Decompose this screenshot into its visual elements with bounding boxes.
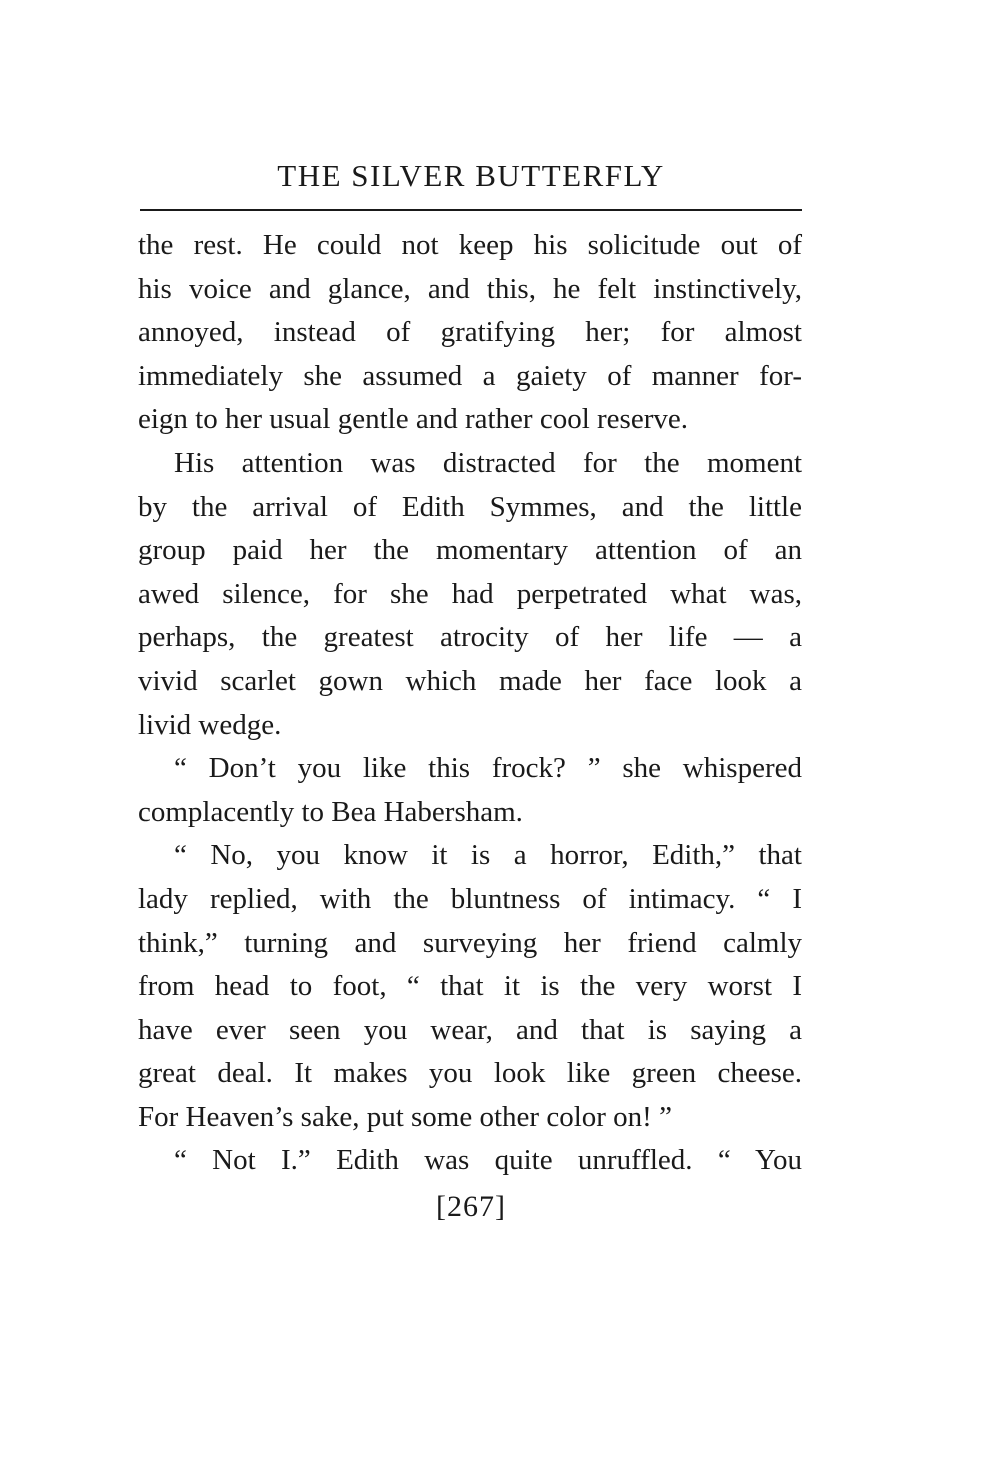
text-line: For Heaven’s sake, put some other color on! ” [138,1100,672,1133]
header-rule [140,209,802,211]
text-line: the rest. He could not keep his solicitude out of [138,229,802,261]
text-line: “ No, you know it is a horror, Edith,” that [174,839,802,872]
text-line: have ever seen you wear, and that is saying a [138,1013,802,1046]
text-line: from head to foot, “ that it is the very worst I [138,970,802,1003]
text-line: great deal. It makes you look like green cheese. [138,1057,802,1090]
body-text [138,224,802,1183]
text-line: lady replied, with the bluntness of intimacy. “ I [138,882,802,915]
text-line: His attention was distracted for the moment [174,446,802,479]
text-line: group paid her the momentary attention of an [138,534,802,567]
text-line: think,” turning and surveying her friend calmly [138,926,802,959]
running-head: THE SILVER BUTTERFLY [277,158,665,193]
page-number: [267] [436,1190,506,1223]
text-line: vivid scarlet gown which made her face look a [138,664,802,697]
text-line: perhaps, the greatest atrocity of her life — a [138,621,802,654]
text-line: his voice and glance, and this, he felt instinctively, [138,272,802,305]
text-line: annoyed, instead of gratifying her; for almost [138,316,802,349]
text-line: “ Not I.” Edith was quite unruffled. “ You [174,1144,802,1177]
text-line: immediately she assumed a gaiety of manner for- [138,359,802,392]
text-line: by the arrival of Edith Symmes, and the little [138,490,802,523]
text-line: “ Don’t you like this frock? ” she whispered [174,752,802,785]
text-line: complacently to Bea Habersham. [138,795,523,828]
text-line: livid wedge. [138,708,282,741]
text-line: eign to her usual gentle and rather cool reserve. [138,403,688,436]
text-line: awed silence, for she had perpetrated what was, [138,577,802,610]
